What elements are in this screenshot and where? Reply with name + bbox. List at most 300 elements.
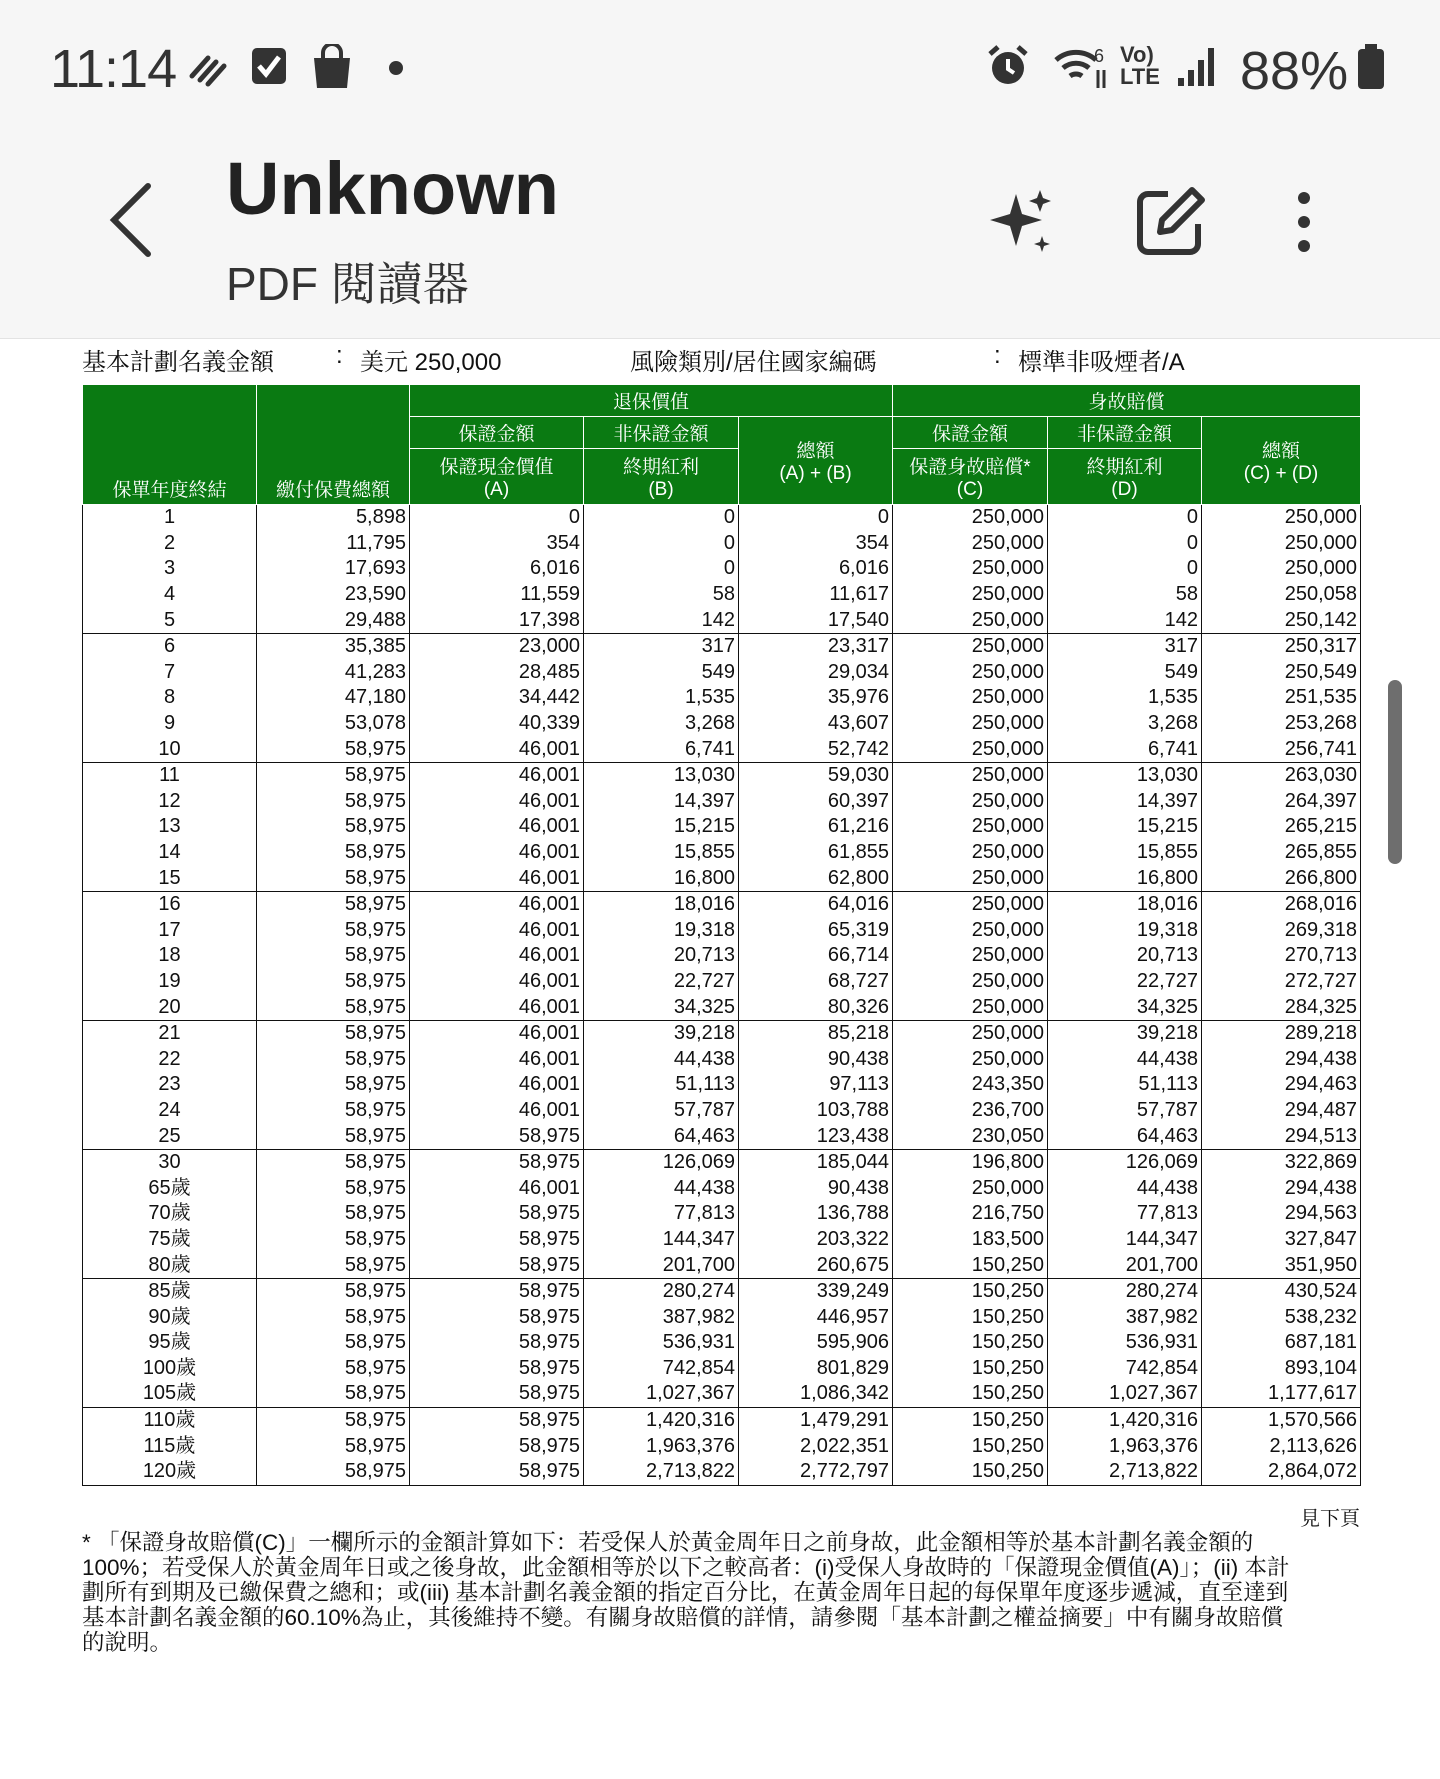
table-cell: 250,000 bbox=[893, 607, 1048, 633]
table-cell: 22,727 bbox=[1048, 969, 1202, 995]
table-row bbox=[83, 943, 1361, 969]
table-cell: 595,906 bbox=[739, 1330, 893, 1356]
table-cell: 387,982 bbox=[1048, 1304, 1202, 1330]
table-cell: 6,016 bbox=[739, 556, 893, 582]
table-cell: 90歲 bbox=[83, 1304, 257, 1330]
header-total-cell bbox=[739, 417, 893, 505]
table-cell: 549 bbox=[584, 660, 739, 686]
table-cell: 280,274 bbox=[1048, 1278, 1202, 1304]
table-row bbox=[83, 1098, 1361, 1124]
table-cell: 185,044 bbox=[739, 1149, 893, 1175]
table-cell: 58,975 bbox=[257, 1407, 410, 1433]
more-options-icon[interactable] bbox=[1268, 186, 1340, 258]
header-surrender-value: 退保價值 bbox=[410, 385, 893, 417]
table-cell: 250,000 bbox=[893, 685, 1048, 711]
table-cell: 446,957 bbox=[739, 1304, 893, 1330]
header-non-guaranteed: 非保證金額 bbox=[584, 417, 739, 449]
table-cell: 265,855 bbox=[1202, 840, 1361, 866]
header-non-guaranteed: 非保證金額 bbox=[1048, 417, 1202, 449]
table-cell: 58 bbox=[584, 582, 739, 608]
table-cell: 58,975 bbox=[257, 1227, 410, 1253]
table-cell: 272,727 bbox=[1202, 969, 1361, 995]
footnote-line: 100%；若受保人於黃金周年日或之後身故，此金額相等於以下之較高者：(i)受保人身故時的「保證現金價值(A)」；(ii) 本計 bbox=[82, 1555, 1290, 1580]
table-cell: 58,975 bbox=[257, 762, 410, 788]
table-row bbox=[83, 1227, 1361, 1253]
table-cell: 58,975 bbox=[257, 1149, 410, 1175]
table-cell: 58,975 bbox=[257, 1201, 410, 1227]
table-cell: 1,086,342 bbox=[739, 1381, 893, 1407]
table-cell: 1 bbox=[83, 505, 257, 531]
table-cell: 58,975 bbox=[257, 789, 410, 815]
table-cell: 58,975 bbox=[410, 1407, 584, 1433]
table-cell: 46,001 bbox=[410, 814, 584, 840]
header-gcv-code: (A) bbox=[483, 479, 510, 500]
header-total-cell bbox=[1202, 417, 1361, 505]
table-cell: 39,218 bbox=[1048, 1020, 1202, 1046]
header-gdb: 保證身故賠償* bbox=[909, 457, 1031, 478]
table-cell: 58,975 bbox=[257, 1046, 410, 1072]
table-cell: 339,249 bbox=[739, 1278, 893, 1304]
table-row bbox=[83, 505, 1361, 531]
table-cell: 13 bbox=[83, 814, 257, 840]
table-cell: 29,034 bbox=[739, 660, 893, 686]
table-cell: 44,438 bbox=[1048, 1046, 1202, 1072]
table-cell: 44,438 bbox=[1048, 1175, 1202, 1201]
table-cell: 183,500 bbox=[893, 1227, 1048, 1253]
table-cell: 123,438 bbox=[739, 1123, 893, 1149]
table-cell: 12 bbox=[83, 789, 257, 815]
table-cell: 250,000 bbox=[893, 789, 1048, 815]
table-row bbox=[83, 1020, 1361, 1046]
table-row bbox=[83, 1278, 1361, 1304]
table-row bbox=[83, 840, 1361, 866]
table-cell: 250,000 bbox=[893, 891, 1048, 917]
table-cell: 250,000 bbox=[893, 918, 1048, 944]
risk-class-value: 標準非吸煙者/A bbox=[1018, 349, 1185, 376]
table-cell: 58,975 bbox=[257, 1433, 410, 1459]
table-cell: 80歲 bbox=[83, 1252, 257, 1278]
table-cell: 322,869 bbox=[1202, 1149, 1361, 1175]
table-cell: 120歲 bbox=[83, 1459, 257, 1485]
table-row bbox=[83, 1046, 1361, 1072]
app-subtitle: PDF 閱讀器 bbox=[226, 258, 469, 310]
table-cell: 57,787 bbox=[584, 1098, 739, 1124]
table-cell: 2,772,797 bbox=[739, 1459, 893, 1485]
table-cell: 64,463 bbox=[584, 1123, 739, 1149]
table-cell: 43,607 bbox=[739, 711, 893, 737]
table-cell: 6 bbox=[83, 633, 257, 659]
table-cell: 58,975 bbox=[410, 1459, 584, 1485]
battery-percent: 88% bbox=[1240, 41, 1349, 101]
table-cell: 1,570,566 bbox=[1202, 1407, 1361, 1433]
table-cell: 90,438 bbox=[739, 1175, 893, 1201]
table-row bbox=[83, 1149, 1361, 1175]
header-premium: 繳付保費總額 bbox=[257, 385, 410, 505]
wifi-icon bbox=[1052, 44, 1112, 90]
table-cell: 19,318 bbox=[1048, 918, 1202, 944]
table-cell: 250,000 bbox=[893, 943, 1048, 969]
table-cell: 46,001 bbox=[410, 891, 584, 917]
table-cell: 23 bbox=[83, 1072, 257, 1098]
table-cell: 250,000 bbox=[893, 556, 1048, 582]
table-cell: 16,800 bbox=[584, 865, 739, 891]
table-cell: 268,016 bbox=[1202, 891, 1361, 917]
table-cell: 58,975 bbox=[257, 1381, 410, 1407]
table-cell: 136,788 bbox=[739, 1201, 893, 1227]
table-cell: 150,250 bbox=[893, 1433, 1048, 1459]
table-cell: 0 bbox=[584, 556, 739, 582]
header-year: 保單年度終結 bbox=[83, 385, 257, 505]
table-cell: 243,350 bbox=[893, 1072, 1048, 1098]
table-row bbox=[83, 789, 1361, 815]
table-cell: 536,931 bbox=[1048, 1330, 1202, 1356]
table-row bbox=[83, 685, 1361, 711]
table-cell: 105歲 bbox=[83, 1381, 257, 1407]
table-cell: 77,813 bbox=[584, 1201, 739, 1227]
table-cell: 23,317 bbox=[739, 633, 893, 659]
table-cell: 19,318 bbox=[584, 918, 739, 944]
table-cell: 15,855 bbox=[584, 840, 739, 866]
table-cell: 250,000 bbox=[893, 762, 1048, 788]
pen-notes-icon bbox=[186, 50, 232, 90]
table-cell: 68,727 bbox=[739, 969, 893, 995]
table-cell: 30 bbox=[83, 1149, 257, 1175]
table-cell: 126,069 bbox=[1048, 1149, 1202, 1175]
table-cell: 150,250 bbox=[893, 1381, 1048, 1407]
table-cell: 351,950 bbox=[1202, 1252, 1361, 1278]
shopping-bag-icon bbox=[310, 44, 354, 90]
table-row bbox=[83, 736, 1361, 762]
table-cell: 46,001 bbox=[410, 1175, 584, 1201]
scrollbar-thumb[interactable] bbox=[1388, 680, 1402, 864]
colon: : bbox=[994, 342, 1001, 369]
table-cell: 75歲 bbox=[83, 1227, 257, 1253]
table-cell: 250,000 bbox=[893, 531, 1048, 557]
table-cell: 250,549 bbox=[1202, 660, 1361, 686]
table-cell: 250,000 bbox=[893, 814, 1048, 840]
table-cell: 1,420,316 bbox=[584, 1407, 739, 1433]
table-cell: 294,438 bbox=[1202, 1046, 1361, 1072]
table-cell: 294,487 bbox=[1202, 1098, 1361, 1124]
table-cell: 1,027,367 bbox=[1048, 1381, 1202, 1407]
illustration-table bbox=[82, 384, 1361, 1486]
table-cell: 2,113,626 bbox=[1202, 1433, 1361, 1459]
table-cell: 5 bbox=[83, 607, 257, 633]
table-cell: 3,268 bbox=[584, 711, 739, 737]
table-cell: 58,975 bbox=[257, 814, 410, 840]
table-cell: 11 bbox=[83, 762, 257, 788]
table-cell: 7 bbox=[83, 660, 257, 686]
table-cell: 150,250 bbox=[893, 1330, 1048, 1356]
table-cell: 58,975 bbox=[257, 1330, 410, 1356]
table-cell: 250,058 bbox=[1202, 582, 1361, 608]
table-cell: 58,975 bbox=[257, 1098, 410, 1124]
table-cell: 58,975 bbox=[257, 891, 410, 917]
sum-insured-label: 基本計劃名義金額 bbox=[82, 349, 274, 376]
table-cell: 15,215 bbox=[1048, 814, 1202, 840]
table-cell: 17,398 bbox=[410, 607, 584, 633]
table-row bbox=[83, 969, 1361, 995]
table-row bbox=[83, 994, 1361, 1020]
table-cell: 6,741 bbox=[1048, 736, 1202, 762]
table-cell: 236,700 bbox=[893, 1098, 1048, 1124]
signal-icon bbox=[1176, 44, 1218, 88]
table-row bbox=[83, 531, 1361, 557]
table-cell: 25 bbox=[83, 1123, 257, 1149]
table-row bbox=[83, 891, 1361, 917]
table-cell: 46,001 bbox=[410, 1046, 584, 1072]
table-cell: 144,347 bbox=[1048, 1227, 1202, 1253]
table-cell: 6,741 bbox=[584, 736, 739, 762]
table-row bbox=[83, 1252, 1361, 1278]
table-cell: 354 bbox=[410, 531, 584, 557]
header-tb-code: (B) bbox=[648, 479, 674, 500]
header-tb: 終期紅利 bbox=[622, 457, 699, 478]
table-cell: 250,000 bbox=[1202, 531, 1361, 557]
status-time: 11:14 bbox=[50, 39, 177, 99]
table-cell: 85歲 bbox=[83, 1278, 257, 1304]
table-cell: 58,975 bbox=[257, 1072, 410, 1098]
table-cell: 0 bbox=[1048, 505, 1202, 531]
notification-dot-icon bbox=[388, 60, 404, 76]
table-cell: 250,000 bbox=[893, 633, 1048, 659]
table-cell: 58,975 bbox=[410, 1304, 584, 1330]
table-cell: 253,268 bbox=[1202, 711, 1361, 737]
table-cell: 47,180 bbox=[257, 685, 410, 711]
table-cell: 250,000 bbox=[893, 505, 1048, 531]
table-cell: 1,479,291 bbox=[739, 1407, 893, 1433]
table-cell: 60,397 bbox=[739, 789, 893, 815]
table-cell: 46,001 bbox=[410, 865, 584, 891]
table-cell: 11,617 bbox=[739, 582, 893, 608]
table-cell: 10 bbox=[83, 736, 257, 762]
table-cell: 216,750 bbox=[893, 1201, 1048, 1227]
table-cell: 90,438 bbox=[739, 1046, 893, 1072]
table-cell: 58,975 bbox=[257, 1356, 410, 1382]
header-total: 總額 bbox=[1261, 441, 1300, 462]
table-cell: 250,000 bbox=[893, 711, 1048, 737]
table-cell: 41,283 bbox=[257, 660, 410, 686]
table-cell: 264,397 bbox=[1202, 789, 1361, 815]
volte-label: Vo) LTE bbox=[1120, 42, 1160, 89]
table-cell: 58,975 bbox=[257, 840, 410, 866]
table-cell: 354 bbox=[739, 531, 893, 557]
header-death-benefit: 身故賠償 bbox=[893, 385, 1361, 417]
table-cell: 46,001 bbox=[410, 1072, 584, 1098]
table-cell: 0 bbox=[1048, 556, 1202, 582]
table-cell: 15,215 bbox=[584, 814, 739, 840]
table-row bbox=[83, 1201, 1361, 1227]
table-cell: 3 bbox=[83, 556, 257, 582]
table-cell: 1,963,376 bbox=[1048, 1433, 1202, 1459]
table-cell: 19 bbox=[83, 969, 257, 995]
header-gcv-cell bbox=[410, 449, 584, 505]
table-cell: 1,027,367 bbox=[584, 1381, 739, 1407]
back-icon[interactable] bbox=[104, 180, 164, 260]
table-row bbox=[83, 1356, 1361, 1382]
table-cell: 58,975 bbox=[410, 1330, 584, 1356]
table-cell: 58,975 bbox=[257, 1175, 410, 1201]
table-cell: 538,232 bbox=[1202, 1304, 1361, 1330]
table-cell: 100歲 bbox=[83, 1356, 257, 1382]
ai-sparkle-icon[interactable] bbox=[986, 186, 1058, 258]
table-row bbox=[83, 1123, 1361, 1149]
table-cell: 110歲 bbox=[83, 1407, 257, 1433]
table-cell: 103,788 bbox=[739, 1098, 893, 1124]
table-cell: 2,022,351 bbox=[739, 1433, 893, 1459]
table-cell: 196,800 bbox=[893, 1149, 1048, 1175]
table-cell: 70歲 bbox=[83, 1201, 257, 1227]
table-cell: 294,438 bbox=[1202, 1175, 1361, 1201]
table-cell: 95歲 bbox=[83, 1330, 257, 1356]
table-row bbox=[83, 814, 1361, 840]
table-cell: 126,069 bbox=[584, 1149, 739, 1175]
table-cell: 201,700 bbox=[584, 1252, 739, 1278]
footnote-line: * 「保證身故賠償(C)」一欄所示的金額計算如下：若受保人於黃金周年日之前身故，此金額相等於基本計劃名義金額的 bbox=[82, 1530, 1254, 1555]
table-cell: 387,982 bbox=[584, 1304, 739, 1330]
table-cell: 250,000 bbox=[1202, 505, 1361, 531]
table-cell: 801,829 bbox=[739, 1356, 893, 1382]
table-row bbox=[83, 1381, 1361, 1407]
table-cell: 64,463 bbox=[1048, 1123, 1202, 1149]
table-row bbox=[83, 660, 1361, 686]
table-cell: 46,001 bbox=[410, 762, 584, 788]
table-cell: 51,113 bbox=[1048, 1072, 1202, 1098]
table-cell: 58,975 bbox=[257, 1252, 410, 1278]
table-cell: 46,001 bbox=[410, 994, 584, 1020]
table-cell: 0 bbox=[584, 505, 739, 531]
header-tb2-cell bbox=[1048, 449, 1202, 505]
table-cell: 270,713 bbox=[1202, 943, 1361, 969]
table-cell: 1,535 bbox=[1048, 685, 1202, 711]
header-guaranteed: 保證金額 bbox=[410, 417, 584, 449]
table-cell: 269,318 bbox=[1202, 918, 1361, 944]
edit-icon[interactable] bbox=[1134, 186, 1206, 258]
table-cell: 0 bbox=[410, 505, 584, 531]
table-cell: 22,727 bbox=[584, 969, 739, 995]
table-cell: 294,563 bbox=[1202, 1201, 1361, 1227]
table-cell: 80,326 bbox=[739, 994, 893, 1020]
footnote bbox=[82, 1530, 1362, 1655]
table-row bbox=[83, 711, 1361, 737]
table-cell: 294,513 bbox=[1202, 1123, 1361, 1149]
table-cell: 742,854 bbox=[1048, 1356, 1202, 1382]
table-cell: 14,397 bbox=[1048, 789, 1202, 815]
table-cell: 52,742 bbox=[739, 736, 893, 762]
table-cell: 256,741 bbox=[1202, 736, 1361, 762]
table-cell: 250,000 bbox=[893, 1020, 1048, 1046]
table-row bbox=[83, 607, 1361, 633]
footnote-line: 的說明。 bbox=[82, 1630, 173, 1655]
table-cell: 263,030 bbox=[1202, 762, 1361, 788]
table-cell: 58 bbox=[1048, 582, 1202, 608]
table-cell: 13,030 bbox=[584, 762, 739, 788]
header-gdb-code: (C) bbox=[956, 479, 984, 500]
table-cell: 250,000 bbox=[1202, 556, 1361, 582]
table-cell: 15 bbox=[83, 865, 257, 891]
table-cell: 18 bbox=[83, 943, 257, 969]
table-cell: 58,975 bbox=[257, 994, 410, 1020]
table-cell: 0 bbox=[739, 505, 893, 531]
document-title: Unknown bbox=[226, 147, 559, 230]
table-cell: 58,975 bbox=[410, 1252, 584, 1278]
table-cell: 46,001 bbox=[410, 736, 584, 762]
table-cell: 28,485 bbox=[410, 660, 584, 686]
table-cell: 742,854 bbox=[584, 1356, 739, 1382]
table-body bbox=[83, 505, 1361, 1486]
table-cell: 250,000 bbox=[893, 736, 1048, 762]
table-row bbox=[83, 865, 1361, 891]
table-cell: 893,104 bbox=[1202, 1356, 1361, 1382]
header-gdb-cell bbox=[893, 449, 1048, 505]
table-cell: 203,322 bbox=[739, 1227, 893, 1253]
table-row bbox=[83, 1407, 1361, 1433]
table-cell: 65,319 bbox=[739, 918, 893, 944]
table-cell: 4 bbox=[83, 582, 257, 608]
table-cell: 24 bbox=[83, 1098, 257, 1124]
table-cell: 2 bbox=[83, 531, 257, 557]
table-cell: 58,975 bbox=[410, 1227, 584, 1253]
table-cell: 44,438 bbox=[584, 1175, 739, 1201]
table-cell: 20,713 bbox=[584, 943, 739, 969]
table-cell: 13,030 bbox=[1048, 762, 1202, 788]
header-tb2-code: (D) bbox=[1111, 479, 1138, 500]
header-total-cd: (C) + (D) bbox=[1243, 463, 1319, 484]
table-cell: 18,016 bbox=[1048, 891, 1202, 917]
table-cell: 61,216 bbox=[739, 814, 893, 840]
table-cell: 536,931 bbox=[584, 1330, 739, 1356]
app-bar bbox=[0, 120, 1440, 339]
table-cell: 58,975 bbox=[410, 1433, 584, 1459]
table-cell: 0 bbox=[584, 531, 739, 557]
table-cell: 29,488 bbox=[257, 607, 410, 633]
table-cell: 64,016 bbox=[739, 891, 893, 917]
table-cell: 23,000 bbox=[410, 633, 584, 659]
table-cell: 20 bbox=[83, 994, 257, 1020]
table-cell: 150,250 bbox=[893, 1304, 1048, 1330]
header-gcv: 保證現金價值 bbox=[439, 457, 554, 478]
table-cell: 150,250 bbox=[893, 1356, 1048, 1382]
footnote-line: 劃所有到期及已繳保費之總和；或(iii) 基本計劃名義金額的指定百分比，在黃金周年日起的每保單年度逐步遞減，直至達到 bbox=[82, 1580, 1289, 1605]
table-cell: 250,000 bbox=[893, 969, 1048, 995]
table-cell: 230,050 bbox=[893, 1123, 1048, 1149]
table-cell: 142 bbox=[1048, 607, 1202, 633]
table-cell: 66,714 bbox=[739, 943, 893, 969]
table-cell: 1,963,376 bbox=[584, 1433, 739, 1459]
table-row bbox=[83, 918, 1361, 944]
table-cell: 58,975 bbox=[410, 1149, 584, 1175]
table-cell: 294,463 bbox=[1202, 1072, 1361, 1098]
table-cell: 250,000 bbox=[893, 994, 1048, 1020]
table-cell: 430,524 bbox=[1202, 1278, 1361, 1304]
table-cell: 46,001 bbox=[410, 943, 584, 969]
table-cell: 317 bbox=[584, 633, 739, 659]
table-cell: 5,898 bbox=[257, 505, 410, 531]
table-cell: 58,975 bbox=[257, 943, 410, 969]
colon: : bbox=[336, 342, 343, 369]
table-cell: 46,001 bbox=[410, 1020, 584, 1046]
table-row bbox=[83, 582, 1361, 608]
table-cell: 61,855 bbox=[739, 840, 893, 866]
table-cell: 46,001 bbox=[410, 918, 584, 944]
header-guaranteed: 保證金額 bbox=[893, 417, 1048, 449]
table-cell: 260,675 bbox=[739, 1252, 893, 1278]
table-cell: 250,000 bbox=[893, 582, 1048, 608]
table-cell: 9 bbox=[83, 711, 257, 737]
table-cell: 17,693 bbox=[257, 556, 410, 582]
table-cell: 549 bbox=[1048, 660, 1202, 686]
table-cell: 97,113 bbox=[739, 1072, 893, 1098]
